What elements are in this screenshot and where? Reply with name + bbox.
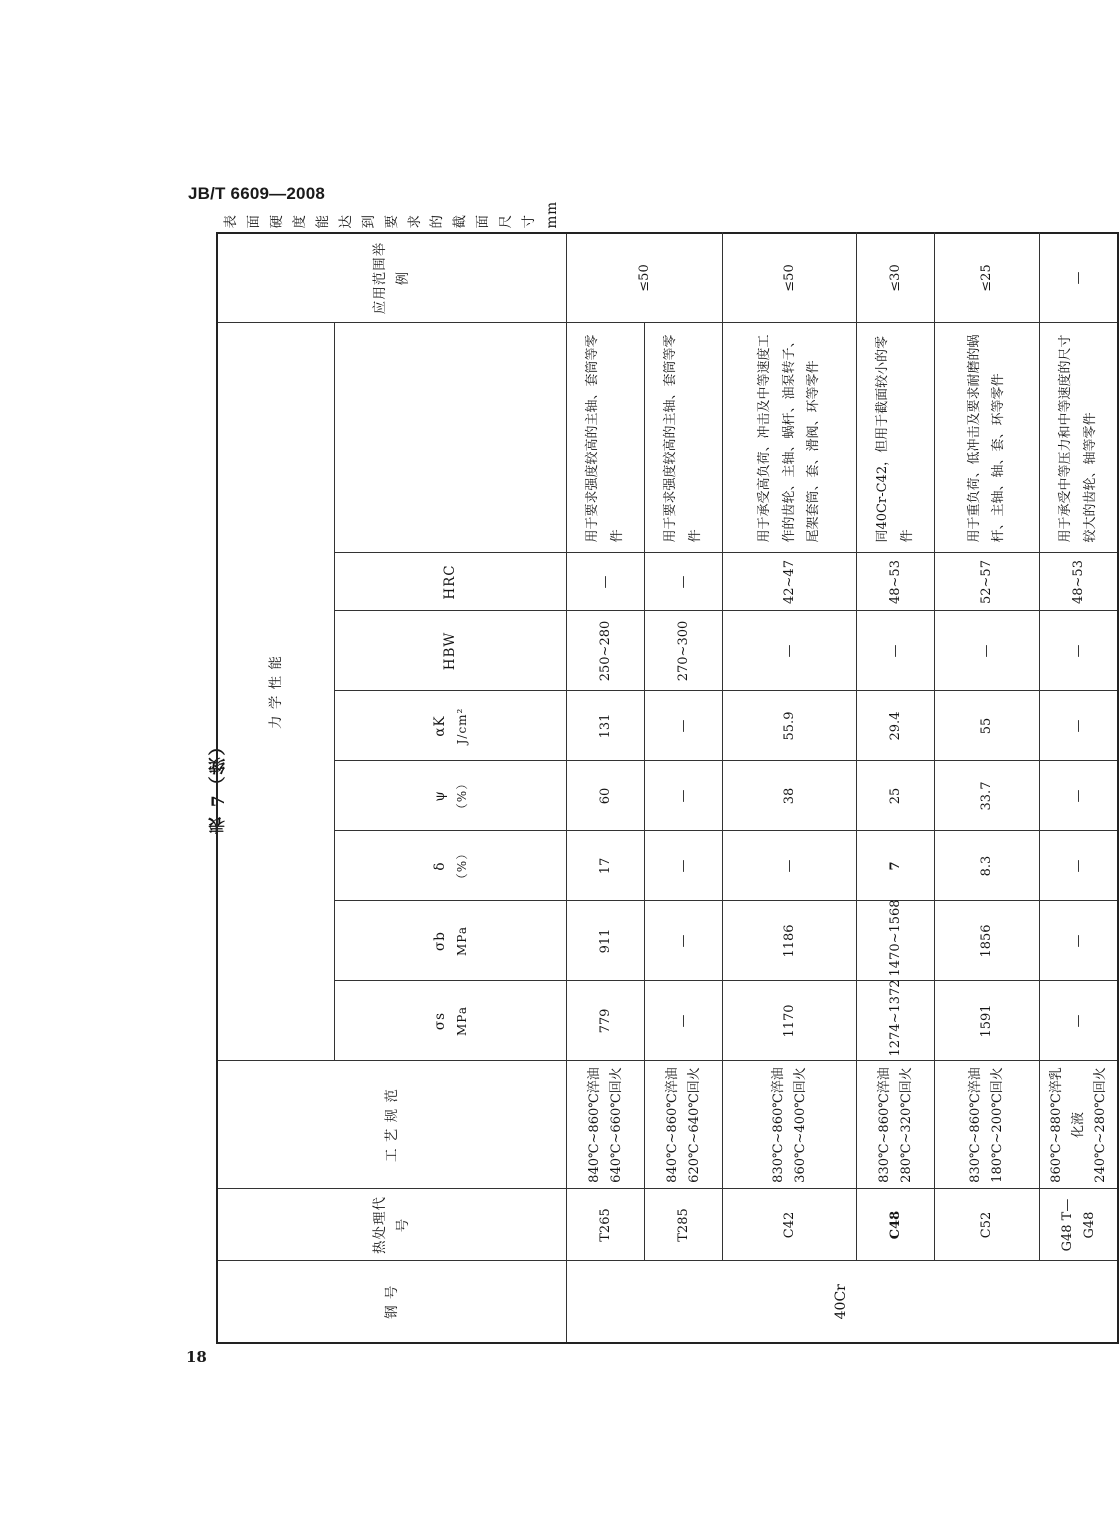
psi-cell: 25 xyxy=(857,761,935,831)
delta-cell: — xyxy=(645,831,723,901)
table-row xyxy=(935,233,1040,1343)
hrc-cell: 42~47 xyxy=(723,553,857,611)
hrc-cell: 52~57 xyxy=(935,553,1040,611)
process-cell xyxy=(1040,1061,1118,1189)
page-number: 18 xyxy=(186,1348,207,1366)
application-cell: 用于要求强度较高的主轴、套筒等零件 xyxy=(645,323,723,553)
sigma-s-cell: — xyxy=(1040,981,1118,1061)
process-quench: 860℃~880℃淬乳化液 xyxy=(1048,1067,1086,1183)
delta-symbol: δ xyxy=(431,861,448,871)
application-cell: 用于承受高负荷、冲击及中等速度工作的齿轮、主轴、蜗杆、油泵转子、尾架套筒、套、滑阀、环等零件 xyxy=(723,323,857,553)
process-cell xyxy=(857,1061,935,1189)
hbw-cell: 270~300 xyxy=(645,611,723,691)
process-temper: 240℃~280℃回火 xyxy=(1092,1067,1108,1183)
psi-unit: （%） xyxy=(454,776,469,816)
header-hbw: HBW xyxy=(335,611,567,691)
process-quench: 830℃~860℃淬油 xyxy=(770,1067,786,1183)
rotated-table-container xyxy=(216,200,1108,1344)
sigma-s-cell: 1274~1372 xyxy=(857,981,935,1061)
hrc-cell: — xyxy=(645,553,723,611)
process-quench: 840℃~860℃淬油 xyxy=(586,1067,602,1183)
application-cell: 用于重负荷、低冲击及要求耐磨的蜗杆、主轴、轴、套、环等零件 xyxy=(935,323,1040,553)
psi-cell: 60 xyxy=(567,761,645,831)
sigma-s-symbol: σs xyxy=(431,1011,448,1031)
delta-cell: — xyxy=(723,831,857,901)
process-cell xyxy=(645,1061,723,1189)
hbw-cell: — xyxy=(935,611,1040,691)
hrc-cell: 48~53 xyxy=(1040,553,1118,611)
application-cell: 同40Cr-C42，但用于截面较小的零件 xyxy=(857,323,935,553)
process-temper: 280℃~320℃回火 xyxy=(898,1067,914,1183)
table-row xyxy=(723,233,857,1343)
sigma-s-cell: 779 xyxy=(567,981,645,1061)
sigma-s-cell: 1170 xyxy=(723,981,857,1061)
sigma-b-cell: 1856 xyxy=(935,901,1040,981)
header-psi xyxy=(335,761,567,831)
psi-cell: — xyxy=(1040,761,1118,831)
header-sigma-s xyxy=(335,981,567,1061)
heat-treatment-table: 钢 号 热处理代号 工 艺 规 范 力 学 性 能 应用范围举例 表面硬度能达到要求的截面尺寸 mm σs MPa σb MPa δ （%） ψ （%） αK J/cm² HBW HRC 40Cr T265 840℃~860℃淬油 640℃~660℃回火 779 911 17 60 131 250~280 — 用于要求强度较高的主轴、套筒等零件 ≤50 T285 840℃~860℃淬油 620℃~640℃回火 — — — — — 270~300 — 用于要求强度较高的主轴、套筒等零件 C42 830℃~860℃淬油 360℃~400℃回火 1170 1186 — 38 55.9 — 42~47 用于承受高负荷、冲击及中等速度工作的齿轮、主轴、蜗杆、油泵转子、尾架套筒、套、滑阀、环等零件 ≤50 C48 830℃~860℃淬油 280℃~320℃回火 1274~1372 1470~1568 7 25 29.4 — 48~53 同40Cr-C42，但用于截面较小的零件 ≤30 C52 830℃~860℃淬油 180℃~200℃回火 1591 1856 8.3 33.7 55 — 52~57 用于重负荷、低冲击及要求耐磨的蜗杆、主轴、轴、套、环等零件 ≤25 G48 T—G48 860℃~880℃淬乳化液 240℃~280℃回火 — — — — — — 48~53 用于承受中等压力和中等速度的尺寸较大的齿轮、轴等零件 — xyxy=(216,232,1119,1344)
section-size-cell: — xyxy=(1040,233,1118,323)
table-row xyxy=(857,233,935,1343)
delta-unit: （%） xyxy=(454,846,469,886)
section-size-cell: ≤30 xyxy=(857,233,935,323)
hrc-cell: 48~53 xyxy=(857,553,935,611)
header-sigma-b xyxy=(335,901,567,981)
application-cell: 用于要求强度较高的主轴、套筒等零件 xyxy=(567,323,645,553)
heat-code-cell: G48 T—G48 xyxy=(1040,1189,1118,1261)
hrc-cell: — xyxy=(567,553,645,611)
delta-cell: 8.3 xyxy=(935,831,1040,901)
process-quench: 840℃~860℃淬油 xyxy=(664,1067,680,1183)
delta-cell: 17 xyxy=(567,831,645,901)
hbw-cell: — xyxy=(1040,611,1118,691)
hbw-cell: — xyxy=(857,611,935,691)
table-row xyxy=(567,233,645,1343)
process-temper: 620℃~640℃回火 xyxy=(686,1067,702,1183)
process-temper: 640℃~660℃回火 xyxy=(608,1067,624,1183)
section-size-cell: ≤25 xyxy=(935,233,1040,323)
sigma-b-symbol: σb xyxy=(431,931,448,951)
psi-symbol: ψ xyxy=(431,790,448,802)
header-application: 应用范围举例 xyxy=(217,233,567,323)
sigma-s-cell: 1591 xyxy=(935,981,1040,1061)
psi-cell: — xyxy=(645,761,723,831)
ak-symbol: αK xyxy=(431,715,448,737)
sigma-s-unit: MPa xyxy=(454,1006,469,1036)
document-header: JB/T 6609—2008 xyxy=(188,184,325,203)
sigma-b-cell: 911 xyxy=(567,901,645,981)
ak-cell: 55.9 xyxy=(723,691,857,761)
steel-grade-cell: 40Cr xyxy=(567,1261,1119,1343)
heat-code-cell: T285 xyxy=(645,1189,723,1261)
header-delta xyxy=(335,831,567,901)
ak-cell: 131 xyxy=(567,691,645,761)
heat-code-cell: T265 xyxy=(567,1189,645,1261)
header-hrc: HRC xyxy=(335,553,567,611)
application-cell: 用于承受中等压力和中等速度的尺寸较大的齿轮、轴等零件 xyxy=(1040,323,1118,553)
hbw-cell: — xyxy=(723,611,857,691)
header-process: 工 艺 规 范 xyxy=(217,1061,567,1189)
process-cell xyxy=(935,1061,1040,1189)
table-row xyxy=(1040,233,1118,1343)
header-ak xyxy=(335,691,567,761)
psi-cell: 38 xyxy=(723,761,857,831)
sigma-b-cell: 1186 xyxy=(723,901,857,981)
heat-code-cell: C52 xyxy=(935,1189,1040,1261)
sigma-b-cell: 1470~1568 xyxy=(857,901,935,981)
section-size-cell: ≤50 xyxy=(723,233,857,323)
header-mechanical-properties: 力 学 性 能 xyxy=(217,323,335,1061)
header-steel-grade: 钢 号 xyxy=(217,1261,567,1343)
process-quench: 830℃~860℃淬油 xyxy=(876,1067,892,1183)
ak-cell: — xyxy=(645,691,723,761)
process-temper: 360℃~400℃回火 xyxy=(792,1067,808,1183)
process-quench: 830℃~860℃淬油 xyxy=(968,1067,984,1183)
table-caption: 表 7（续） xyxy=(209,736,229,834)
hbw-cell: 250~280 xyxy=(567,611,645,691)
process-temper: 180℃~200℃回火 xyxy=(990,1067,1006,1183)
ak-cell: 55 xyxy=(935,691,1040,761)
ak-cell: — xyxy=(1040,691,1118,761)
process-cell xyxy=(723,1061,857,1189)
sigma-b-cell: — xyxy=(1040,901,1118,981)
sigma-b-cell: — xyxy=(645,901,723,981)
section-size-cell: ≤50 xyxy=(567,233,723,323)
ak-cell: 29.4 xyxy=(857,691,935,761)
sigma-b-unit: MPa xyxy=(454,926,469,956)
heat-code-cell: C48 xyxy=(857,1189,935,1261)
process-cell xyxy=(567,1061,645,1189)
header-heat-code: 热处理代号 xyxy=(217,1189,567,1261)
delta-cell: 7 xyxy=(857,831,935,901)
ak-unit: J/cm² xyxy=(454,707,469,745)
psi-cell: 33.7 xyxy=(935,761,1040,831)
table-row xyxy=(645,233,723,1343)
delta-cell: — xyxy=(1040,831,1118,901)
sigma-s-cell: — xyxy=(645,981,723,1061)
heat-code-cell: C42 xyxy=(723,1189,857,1261)
